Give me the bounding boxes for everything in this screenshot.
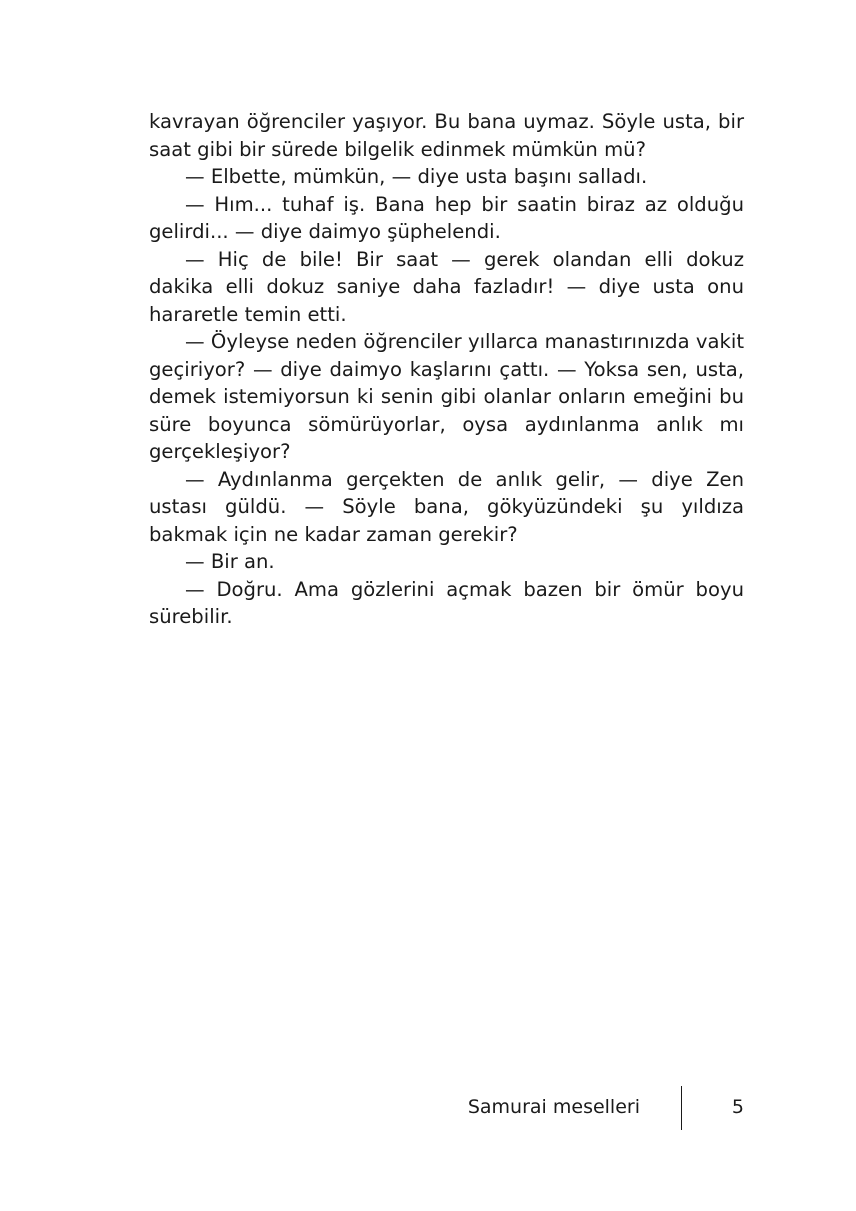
paragraph-continuation: kavrayan öğrenciler yaşıyor. Bu bana uymaz. Söyle usta, bir saat gibi bir sürede bilgelik edinmek mümkün mü? xyxy=(149,110,744,161)
dialogue-paragraph: — Bir an. xyxy=(185,550,275,573)
dialogue-paragraph: — Hım... tuhaf iş. Bana hep bir saatin biraz az olduğu gelirdi... — diye daimyo şüphelendi. xyxy=(149,192,744,243)
dialogue-paragraph: — Doğru. Ama gözlerini açmak bazen bir ömür boyu sürebilir. xyxy=(149,577,744,628)
body-text xyxy=(149,108,744,631)
running-title: Samurai meselleri xyxy=(467,1096,640,1118)
page-number: 5 xyxy=(731,1096,744,1118)
page-footer xyxy=(0,1086,856,1130)
dialogue-paragraph: — Elbette, mümkün, — diye usta başını salladı. xyxy=(185,165,648,188)
dialogue-paragraph: — Aydınlanma gerçekten de anlık gelir, — diye Zen ustası güldü. — Söyle bana, gökyüzündeki şu yıldıza bakmak için ne kadar zaman gerekir? xyxy=(149,467,744,546)
dialogue-paragraph: — Öyleyse neden öğrenciler yıllarca manastırınızda vakit geçiriyor? — diye daimyo kaşlarını çattı. — Yoksa sen, usta, demek istemiyorsun ki senin gibi olanlar onların emeğini bu süre boyunca sömürüyorlar, oysa aydınlanma anlık mı gerçekleşiyor? xyxy=(149,330,744,463)
footer-divider xyxy=(681,1086,682,1130)
dialogue-paragraph: — Hiç de bile! Bir saat — gerek olandan elli dokuz dakika elli dokuz saniye daha fazladır! — diye usta onu hararetle temin etti. xyxy=(149,247,744,326)
